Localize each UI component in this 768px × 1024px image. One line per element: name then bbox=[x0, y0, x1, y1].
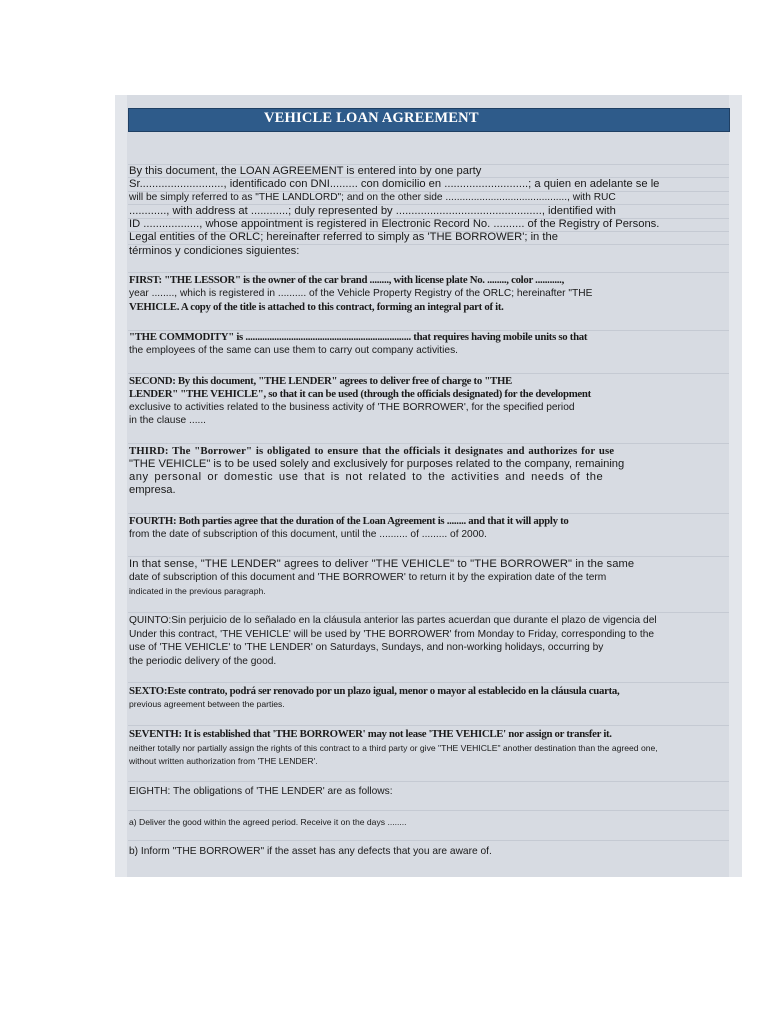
clause-eighth-heading: EIGHTH: The obligations of 'THE LENDER' are as follows: bbox=[129, 786, 393, 797]
title-banner bbox=[128, 108, 730, 132]
document-title: VEHICLE LOAN AGREEMENT bbox=[264, 110, 479, 126]
clause-sexto-line: previous agreement between the parties. bbox=[129, 699, 285, 709]
row-rule bbox=[128, 556, 729, 557]
clause-second-heading: SECOND: By this document, "THE LENDER" agrees to deliver free of charge to "THE bbox=[129, 375, 512, 387]
row-rule bbox=[128, 272, 729, 273]
clause-commodity-line: the employees of the same can use them to carry out company activities. bbox=[129, 345, 458, 356]
clause-quinto-line: Under this contract, 'THE VEHICLE' will be used by 'THE BORROWER' from Monday to Friday, corresponding to the bbox=[129, 629, 655, 640]
intro-line: Legal entities of the ORLC; hereinafter referred to simply as 'THE BORROWER'; in the bbox=[129, 231, 558, 243]
clause-first-line: year ........, which is registered in .......... of the Vehicle Property Registry of the ORLC; hereinafter "THE bbox=[129, 288, 593, 299]
clause-seventh-line: neither totally nor partially assign the rights of this contract to a third party or give "THE VEHICLE" another destination than the agreed one, bbox=[129, 743, 658, 753]
intro-line: ............, with address at ............; duly represented by ..............................................., identified with bbox=[129, 205, 616, 217]
obligation-item-a: a) Deliver the good within the agreed period. Receive it on the days ........ bbox=[129, 817, 407, 827]
paragraph-in-that-sense: In that sense, "THE LENDER" agrees to deliver "THE VEHICLE" to "THE BORROWER" in the same bbox=[129, 558, 635, 570]
intro-line: términos y condiciones siguientes: bbox=[129, 245, 300, 257]
clause-commodity-heading: "THE COMMODITY" is ..................................................................... that requires having mobile units so that bbox=[129, 331, 588, 343]
clause-third-heading: THIRD: The "Borrower" is obligated to ensure that the officials it designates and authorizes for use bbox=[129, 445, 615, 457]
row-rule bbox=[128, 810, 729, 811]
row-rule bbox=[128, 443, 729, 444]
clause-first-heading: FIRST: "THE LESSOR" is the owner of the car brand ........, with license plate No. ........, color ..........., bbox=[129, 274, 564, 286]
row-rule bbox=[128, 840, 729, 841]
clause-third-line: empresa. bbox=[129, 484, 176, 496]
row-rule bbox=[128, 781, 729, 782]
clause-second-line: in the clause ...... bbox=[129, 415, 207, 426]
clause-fourth-line: from the date of subscription of this document, until the .......... of ......... of 2000. bbox=[129, 529, 487, 540]
clause-third-line: "THE VEHICLE" is to be used solely and exclusively for purposes related to the company, remaining bbox=[129, 458, 625, 470]
clause-sexto-heading: SEXTO:Este contrato, podrá ser renovado por un plazo igual, menor o mayor al establecido en la cláusula cuarta, bbox=[129, 685, 620, 697]
row-rule bbox=[128, 682, 729, 683]
sheet-margin-left bbox=[115, 95, 127, 877]
clause-seventh-heading: SEVENTH: It is established that 'THE BORROWER' may not lease 'THE VEHICLE' nor assign or transfer it. bbox=[129, 728, 612, 740]
intro-line: Sr..........................., identificado con DNI......... con domicilio en ...........................; a quien en adelante se le bbox=[129, 178, 660, 190]
row-rule bbox=[128, 373, 729, 374]
row-rule bbox=[128, 513, 729, 514]
clause-quinto-heading: QUINTO:Sin perjuicio de lo señalado en la cláusula anterior las partes acuerdan que durante el plazo de vigencia del bbox=[129, 615, 657, 626]
intro-line: will be simply referred to as "THE LANDLORD"; and on the other side ..........................................., with RUC bbox=[129, 192, 616, 203]
clause-seventh-line: without written authorization from 'THE LENDER'. bbox=[129, 756, 318, 766]
clause-first-line: VEHICLE. A copy of the title is attached to this contract, forming an integral part of it. bbox=[129, 301, 504, 313]
intro-line: ID .................., whose appointment is registered in Electronic Record No. .......... of the Registry of Persons. bbox=[129, 218, 660, 230]
row-rule bbox=[128, 725, 729, 726]
clause-third-line: any personal or domestic use that is not related to the activities and needs of the bbox=[129, 471, 604, 483]
obligation-item-b: b) Inform "THE BORROWER" if the asset has any defects that you are aware of. bbox=[129, 846, 492, 857]
row-rule bbox=[128, 612, 729, 613]
clause-quinto-line: use of 'THE VEHICLE' to 'THE LENDER' on Saturdays, Sundays, and non-working holidays, occurring by bbox=[129, 642, 604, 653]
clause-fourth-heading: FOURTH: Both parties agree that the duration of the Loan Agreement is ........ and that it will apply to bbox=[129, 515, 569, 527]
intro-line: By this document, the LOAN AGREEMENT is entered into by one party bbox=[129, 165, 482, 177]
clause-second-line: LENDER" "THE VEHICLE", so that it can be used (through the officials designated) for the development bbox=[129, 388, 591, 400]
sheet-margin-right bbox=[729, 95, 742, 877]
clause-quinto-line: the periodic delivery of the good. bbox=[129, 656, 277, 667]
paragraph-in-that-sense-line: indicated in the previous paragraph. bbox=[129, 586, 266, 596]
paragraph-in-that-sense-line: date of subscription of this document and 'THE BORROWER' to return it by the expiration date of the term bbox=[129, 572, 607, 583]
clause-second-line: exclusive to activities related to the business activity of 'THE BORROWER', for the specified period bbox=[129, 402, 575, 413]
